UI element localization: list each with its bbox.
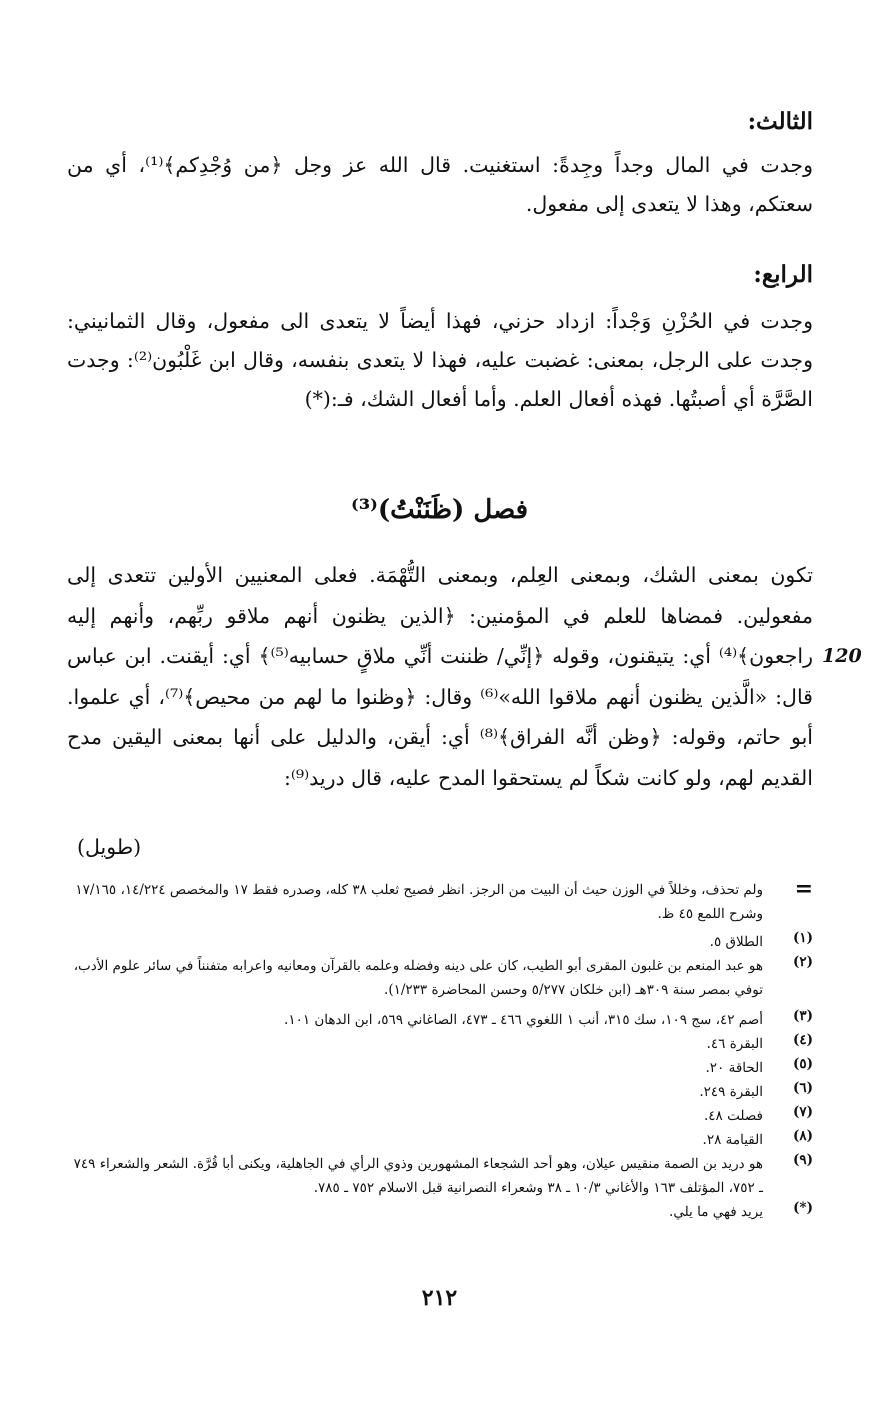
footnote-item: [67, 1080, 813, 1104]
footnote-item: [67, 1032, 813, 1056]
footnote-text: الطلاق ٥.: [709, 934, 763, 950]
meter-label: (طويل): [77, 835, 142, 859]
footnote-text: فصلت ٤٨.: [704, 1108, 763, 1124]
meter-label-row: [67, 828, 813, 867]
footnote-mark: (٦): [792, 1080, 813, 1096]
paragraph-fourth: وجدت في الحُزْنِ وَجْداً: ازداد حزني، فهذا أيضاً لا يتعدى الى مفعول، وقال الثمانيني: وجدت على الرجل، بمعنى: غضبت عليه، فهذا لا يتعدى بنفسه، وقال ابن غَلْبُون⁽²⁾: وجدت الصَّرَّة أي أصبتُها. فهذه أفعال العلم. وأما أفعال الشك، فـ:(*): [67, 309, 813, 411]
footnote-mark: (٣): [792, 1008, 813, 1024]
heading-third: الثالث:: [747, 108, 813, 135]
paragraph-section-body: تكون بمعنى الشك، وبمعنى العِلم، وبمعنى التُّهْمَة. فعلى المعنيين الأولين تتعدى إلى مفعولين. فمضاها للعلم في المؤمنين: ﴿الذين يظنون أنهم ملاقو ربِّهم، وأنهم إليه راجعون﴾⁽⁴⁾ أي: يتيقنون، وقوله ﴿إنِّي/ ظننت أنِّي ملاقٍ حسابيه⁽⁵⁾﴾ أي: أيقنت. ابن عباس قال: «الَّذين يظنون أنهم ملاقوا الله»⁽⁶⁾ وقال: ﴿وظنوا ما لهم من محيص﴾⁽⁷⁾، أي علموا. أبو حاتم، وقوله: ﴿وظن أنَّه الفراق﴾⁽⁸⁾ أي: أيقن، والدليل على أنها بمعنى اليقين مدح القديم لهم، ولو كانت شكاً لم يستحقوا المدح عليه، قال دريد⁽⁹⁾:: [67, 563, 813, 790]
footnote-text: يريد فهي ما يلي.: [669, 1204, 763, 1220]
footnote-item: [67, 1200, 813, 1224]
footnote-text: البقرة ٤٦.: [706, 1036, 763, 1052]
page-number: ٢١٢: [421, 1285, 458, 1311]
footnote-mark: (٨): [792, 1128, 813, 1144]
footnote-item: [67, 1128, 813, 1152]
section-title: فصل (ظَنَنْتُ)⁽³⁾: [350, 495, 529, 525]
footnote-text: هو عبد المنعم بن غلبون المقرى أبو الطيب، كان على دينه وفضله وعلمه بالقرآن ومعانيه واعرابه متفنناً في سائر علوم الأدب، توفي بمصر سنة ٣٠٩هـ (ابن خلكان ٥/٢٧٧ وحسن المحاضرة ١/٢٣٣).: [73, 958, 763, 998]
footnote-text: أصم ٤٢، سج ١٠٩، سك ٣١٥، أنب ١ اللغوي ٤٦٦ ـ ٤٧٣، الصاغاني ٥٦٩، ابن الدهان ١٠١.: [284, 1012, 763, 1028]
footnote-continuation: [67, 878, 813, 926]
footnote-text: هو دريد بن الصمة منقيس عيلان، وهو أحد الشجعاء المشهورين وذوي الرأي في الجاهلية، ويكنى أبا قُرَّة. الشعر والشعراء ٧٤٩ ـ ٧٥٢، المؤتلف ١٦٣ والأغاني ١٠/٣ ـ ٣٨ وشعراء النصرانية قبل الاسلام ٧٥٢ ـ ٧٨٥.: [73, 1156, 763, 1196]
footnotes: [67, 878, 813, 1224]
footnote-text: البقرة ٢٤٩.: [699, 1084, 763, 1100]
footnote-mark: (*): [793, 1200, 813, 1216]
footnote-text: ولم تحذف، وخللاً في الوزن حيث أن البيت من الرجز. انظر فصيح ثعلب ٣٨ كله، وصدره فقط ١٧ والمخصص ١٤/٢٢٤، ١٧/١٦٥ وشرح اللمع ٤٥ ظ.: [75, 882, 763, 922]
margin-folio-number: 120: [822, 645, 862, 667]
heading-fourth: الرابع:: [753, 261, 813, 288]
footnote-item: [67, 1008, 813, 1032]
footnote-text: القيامة ٢٨.: [702, 1132, 763, 1148]
footnote-item: [67, 930, 813, 954]
footnote-mark: (٥): [792, 1056, 813, 1072]
footnote-item: [67, 954, 813, 1002]
footnote-mark: (٤): [792, 1032, 813, 1048]
paragraph-third: وجدت في المال وجداً وجِدةً: استغنيت. قال الله عز وجل ﴿من وُجْدِكم﴾⁽¹⁾، أي من سعتكم، وهذا لا يتعدى إلى مفعول.: [67, 153, 813, 216]
footnote-text: الحاقة ٢٠.: [705, 1060, 763, 1076]
footnote-mark: (٢): [792, 954, 813, 970]
footnote-item: [67, 1056, 813, 1080]
footnote-mark: (٧): [792, 1104, 813, 1120]
footnote-mark: (٩): [792, 1152, 813, 1168]
footnote-mark: =: [794, 876, 813, 902]
footnote-item: [67, 1104, 813, 1128]
footnote-item: [67, 1152, 813, 1200]
footnote-mark: (١): [792, 930, 813, 946]
